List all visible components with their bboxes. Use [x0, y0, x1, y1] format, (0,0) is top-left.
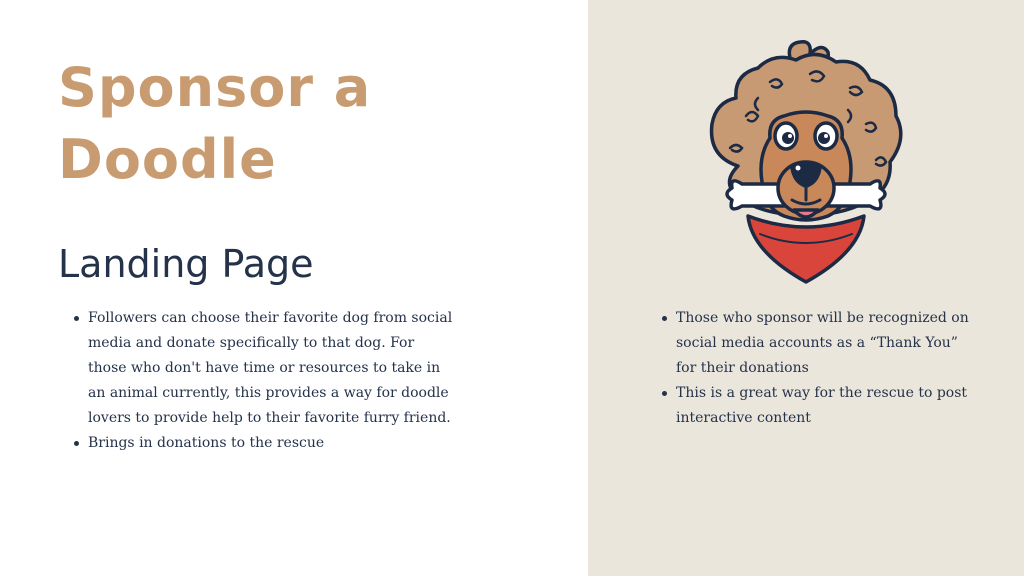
right-bullet-list [662, 306, 982, 431]
bullet-item: Those who sponsor will be recognized on social media accounts as a “Thank You” for their donations [662, 306, 982, 381]
bullet-item: Followers can choose their favorite dog from social media and donate specifically to that dog. For those who don't have time or resources to take in an animal currently, this provides a way for doodle lovers to provide help to their favorite furry friend. [74, 306, 454, 431]
bullet-item: Brings in donations to the rescue [74, 431, 454, 456]
bullet-item: This is a great way for the rescue to post interactive content [662, 381, 982, 431]
slide-subtitle: Landing Page [58, 242, 314, 286]
slide-title [58, 52, 558, 196]
doodle-dog-mascot-icon [700, 38, 912, 284]
left-bullet-list [74, 306, 454, 456]
title-line-2: Doodle [58, 128, 277, 191]
title-line-1: Sponsor a [58, 56, 372, 119]
